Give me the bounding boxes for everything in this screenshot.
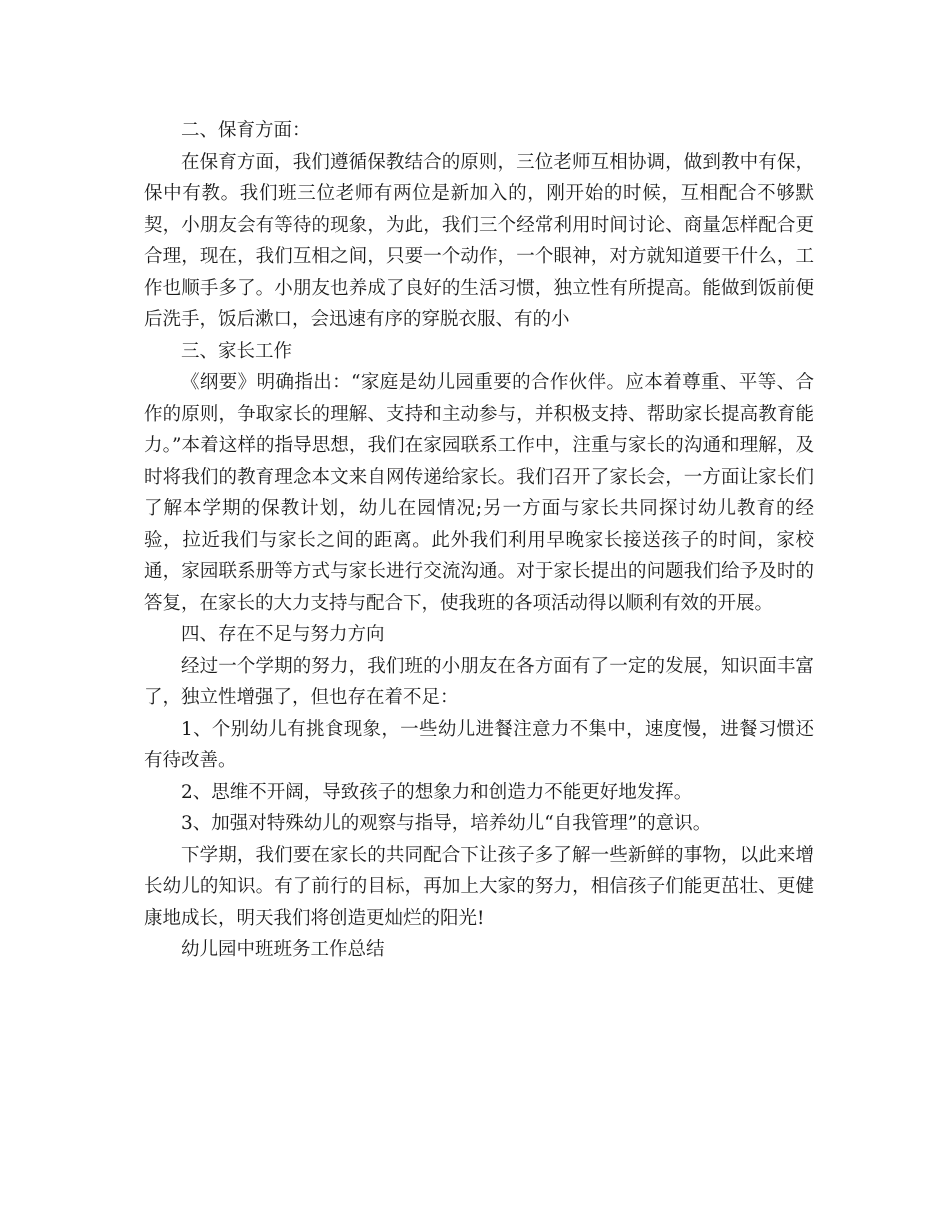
section-heading-parent-work: 三、家长工作 — [181, 340, 293, 362]
document-body — [144, 115, 814, 966]
paragraph-shortcomings-intro: 经过一个学期的努力，我们班的小朋友在各方面有了一定的发展，知识面丰富了，独立性增强了，但也存在着不足： — [144, 655, 814, 708]
paragraph-childcare: 在保育方面，我们遵循保教结合的原则，三位老师互相协调，做到教中有保，保中有教。我们班三位老师有两位是新加入的，刚开始的时候，互相配合不够默契，小朋友会有等待的现象，为此，我们三个经常利用时间讨论、商量怎样配合更合理，现在，我们互相之间，只要一个动作，一个眼神，对方就知道要干什么，工作也顺手多了。小朋友也养成了良好的生活习惯，独立性有所提高。能做到饭前便后洗手，饭后漱口，会迅速有序的穿脱衣服、有的小 — [144, 151, 814, 330]
document-title-next: 幼儿园中班班务工作总结 — [181, 939, 385, 960]
section-heading-childcare: 二、保育方面： — [181, 120, 311, 141]
list-item-shortcoming-3: 3、加强对特殊幼儿的观察与指导，培养幼儿“自我管理”的意识。 — [181, 813, 712, 834]
paragraph-next-semester: 下学期，我们要在家长的共同配合下让孩子多了解一些新鲜的事物，以此来增长幼儿的知识。有了前行的目标，再加上大家的努力，相信孩子们能更茁壮、更健康地成长，明天我们将创造更灿烂的阳光! — [144, 844, 814, 929]
paragraph-parent-work: 《纲要》明确指出：“家庭是幼儿园重要的合作伙伴。应本着尊重、平等、合作的原则，争取家长的理解、支持和主动参与，并积极支持、帮助家长提高教育能力。”本着这样的指导思想，我们在家园联系工作中，注重与家长的沟通和理解，及时将我们的教育理念本文来自网传递给家长。我们召开了家长会，一方面让家长们了解本学期的保教计划，幼儿在园情况;另一方面与家长共同探讨幼儿教育的经验，拉近我们与家长之间的距离。此外我们利用早晚家长接送孩子的时间，家校通，家园联系册等方式与家长进行交流沟通。对于家长提出的问题我们给予及时的答复，在家长的大力支持与配合下，使我班的各项活动得以顺利有效的开展。 — [144, 372, 814, 614]
list-item-shortcoming-1: 1、个别幼儿有挑食现象，一些幼儿进餐注意力不集中，速度慢，进餐习惯还有待改善。 — [144, 718, 814, 771]
section-heading-shortcomings: 四、存在不足与努力方向 — [181, 624, 385, 645]
list-item-shortcoming-2: 2、思维不开阔，导致孩子的想象力和创造力不能更好地发挥。 — [181, 781, 693, 803]
